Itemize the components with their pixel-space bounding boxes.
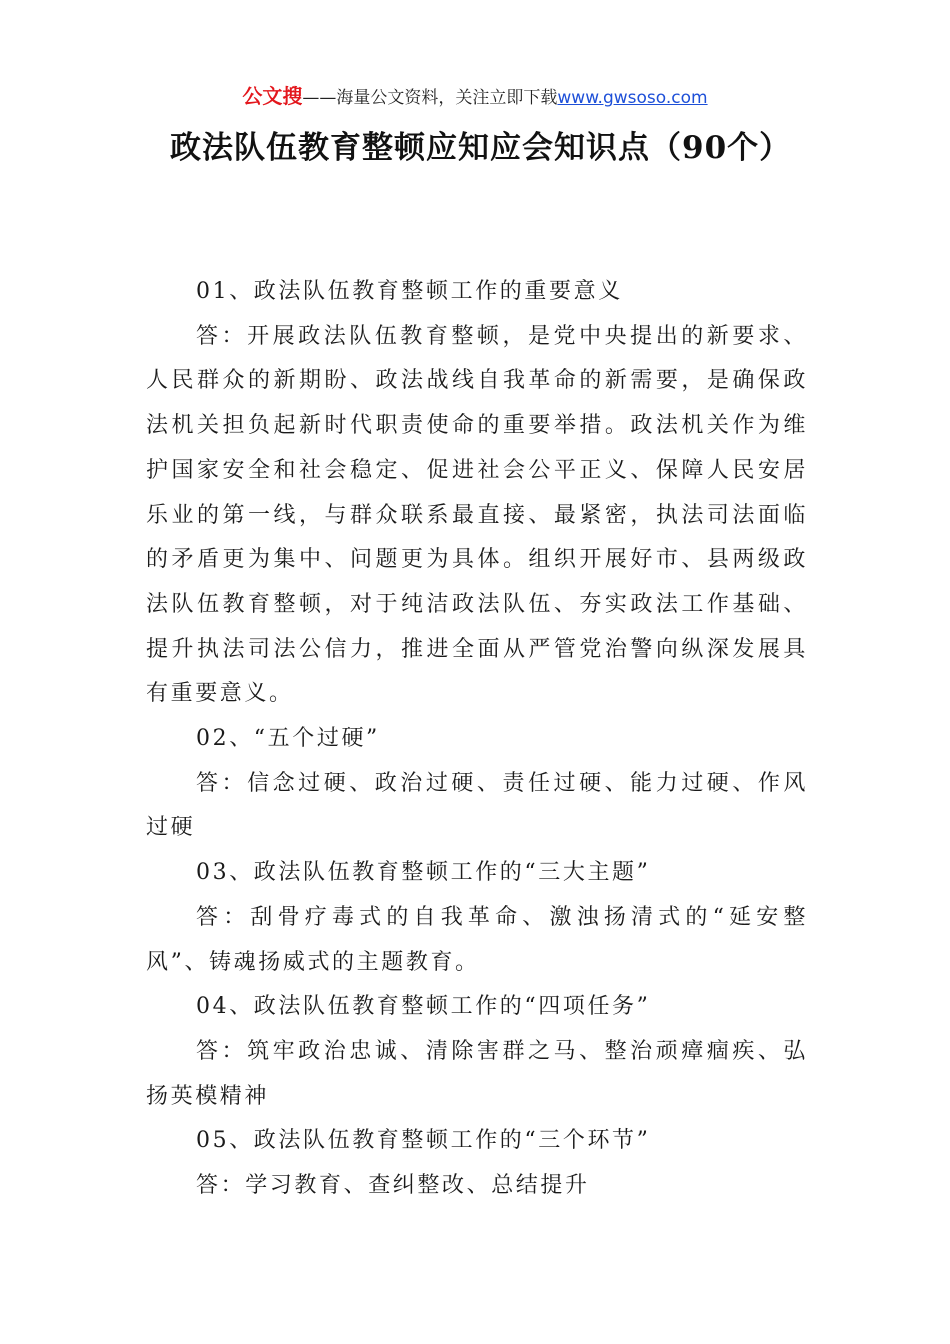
brand-name: 公文搜 <box>242 84 303 108</box>
header-tagline: ——海量公文资料，关注立即下载 <box>302 88 558 108</box>
page-title: 政法队伍教育整顿应知应会知识点（90个） <box>170 130 792 166</box>
answer-04: 答：筑牢政治忠诚、清除害群之马、整治顽瘴痼疾、弘扬英模精神 <box>146 1038 808 1109</box>
answer-01: 答：开展政法队伍教育整顿，是党中央提出的新要求、人民群众的新期盼、政法战线自我革命的新需要，是确保政法机关担负起新时代职责使命的重要举措。政法机关作为维护国家安全和社会稳定、促进社会公平正义、保障人民安居乐业的第一线，与群众联系最直接、最紧密，执法司法面临的矛盾更为集中、问题更为具体。组织开展好市、县两级政法队伍教育整顿，对于纯洁政法队伍、夯实政法工作基础、提升执法司法公信力，推进全面从严管党治警向纵深发展具有重要意义。 <box>146 323 808 707</box>
question-02: 02、“五个过硬” <box>196 726 380 752</box>
answer-03: 答：刮骨疗毒式的自我革命、激浊扬清式的“延安整风”、铸魂扬威式的主题教育。 <box>146 904 808 975</box>
answer-05: 答：学习教育、查纠整改、总结提升 <box>196 1173 590 1199</box>
site-link[interactable]: www.gwsoso.com <box>557 88 708 108</box>
question-04: 04、政法队伍教育整顿工作的“四项任务” <box>196 994 651 1020</box>
header-banner <box>0 82 950 112</box>
question-03: 03、政法队伍教育整顿工作的“三大主题” <box>196 860 651 886</box>
answer-02: 答：信念过硬、政治过硬、责任过硬、能力过硬、作风过硬 <box>146 770 808 841</box>
question-05: 05、政法队伍教育整顿工作的“三个环节” <box>196 1128 651 1154</box>
document-body <box>146 270 808 1209</box>
question-01: 01、政法队伍教育整顿工作的重要意义 <box>196 279 623 304</box>
